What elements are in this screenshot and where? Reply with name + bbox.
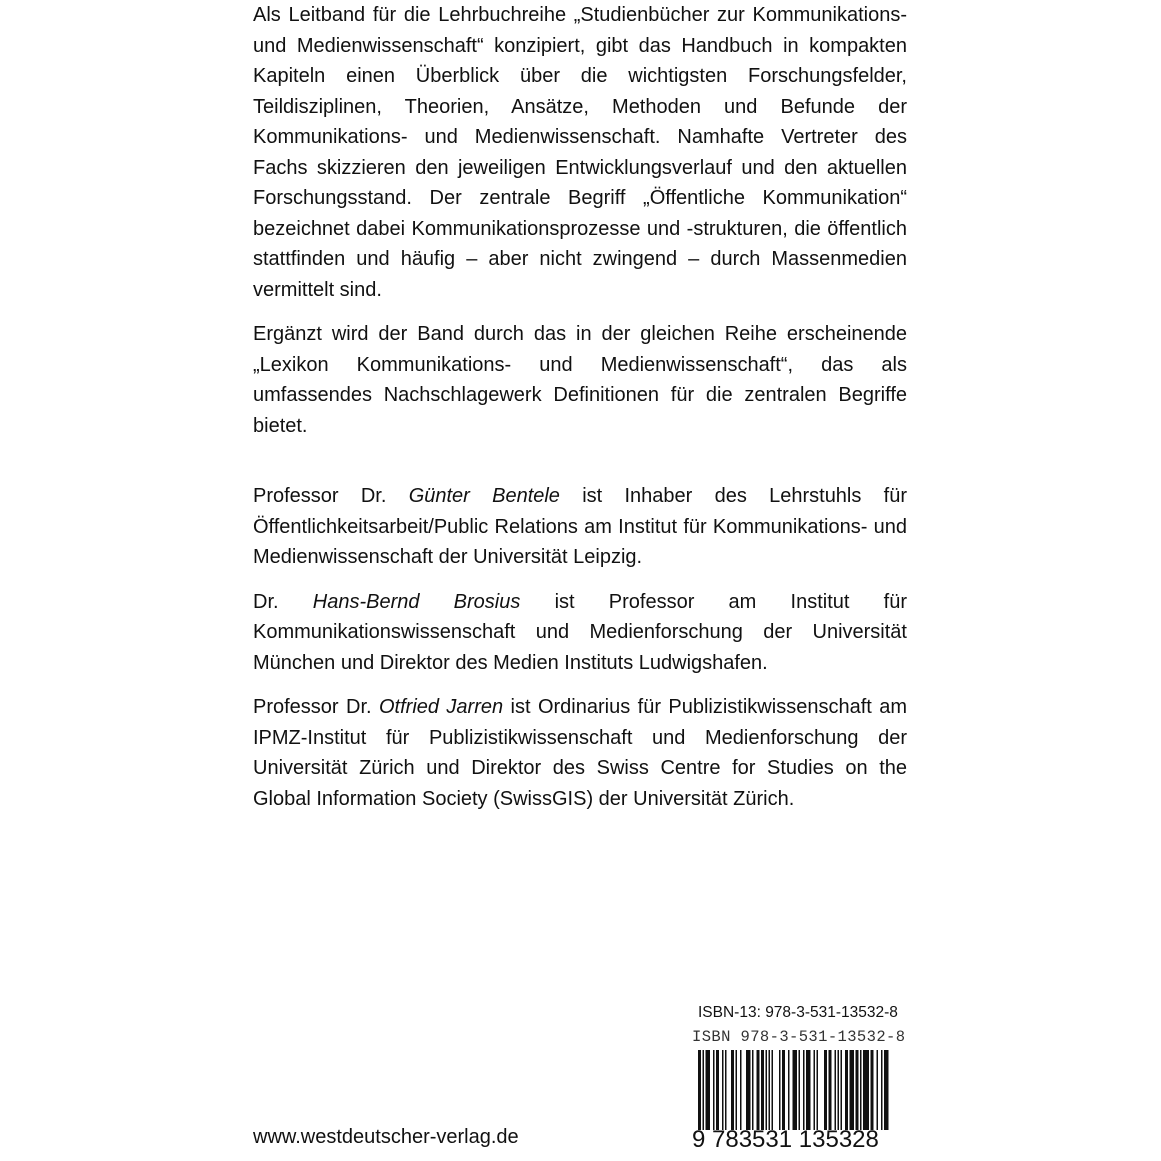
barcode-bar xyxy=(779,1050,781,1130)
author-bio-text: ist Inhaber des Lehrstuhls für Öffentlichkeitsarbeit/Public Relations am Institut für Kommunikations- und Medienwissenschaft der Universität Leipzig. xyxy=(253,485,907,568)
barcode-bar xyxy=(863,1050,869,1130)
blurb-paragraph-2: Ergänzt wird der Band durch das in der gleichen Reihe erscheinende „Lexikon Kommunikations- und Medienwissenschaft“, das als umfassendes Nachschlagewerk Definitionen für die zentralen Begriffe bietet. xyxy=(253,323,907,437)
barcode-bar xyxy=(706,1050,711,1130)
barcode-bar xyxy=(860,1050,862,1130)
barcode-bar xyxy=(884,1050,889,1130)
barcode-bar xyxy=(871,1050,874,1130)
barcode-bar xyxy=(788,1050,790,1130)
barcode-bar xyxy=(752,1050,754,1130)
barcode-bar xyxy=(736,1050,738,1130)
barcode-bar xyxy=(725,1050,727,1130)
author-name: Günter Bentele xyxy=(408,485,560,507)
barcode-bar xyxy=(817,1050,819,1130)
barcode-bar xyxy=(769,1050,771,1130)
barcode-bar xyxy=(799,1050,801,1130)
barcode-bar xyxy=(881,1050,883,1130)
barcode-bar xyxy=(716,1050,719,1130)
barcode-bar xyxy=(877,1050,879,1130)
barcode-bar xyxy=(803,1050,805,1130)
barcode-bar xyxy=(814,1050,816,1130)
author-bio-text: ist Professor am Institut für Kommunikationswissenschaft und Medienforschung der Universität München und Direktor des Medien Instituts Ludwigshafen. xyxy=(253,590,907,674)
barcode-bar xyxy=(757,1050,760,1130)
blurb-paragraph-1: Als Leitband für die Lehrbuchreihe „Studienbücher zur Kommunikations- und Medienwissenschaft“ konzipiert, gibt das Handbuch in kompakten Kapiteln einen Überblick über die wichtigsten Forschungsfelder, Teildisziplinen, Theorien, Ansätze, Methoden und Befunde der Kommunikations- und Medienwissenschaft. Namhafte Vertreter des Fachs skizzieren den jeweiligen Entwicklungsverlauf und den aktuellen Forschungsstand. Der zentrale Begriff „Öffentliche Kommunikation“ bezeichnet dabei Kommunikationsprozesse und -strukturen, die öffentlich stattfinden und häufig – aber nicht zwingend – durch Massenmedien vermittelt sind. xyxy=(253,4,907,301)
isbn-ocr-text: ISBN 978-3-531-13532-8 xyxy=(692,1028,906,1046)
barcode-bar xyxy=(713,1050,715,1130)
author-prefix: Professor Dr. xyxy=(253,485,409,507)
barcode-bar xyxy=(835,1050,837,1130)
barcode-bar xyxy=(850,1050,855,1130)
author-prefix: Dr. xyxy=(253,590,313,613)
blurb-text-block xyxy=(253,0,907,814)
author-name: Otfried Jarren xyxy=(378,696,504,718)
barcode-bar xyxy=(772,1050,774,1130)
publisher-website: www.westdeutscher-verlag.de xyxy=(253,1126,519,1148)
barcode-bar xyxy=(824,1050,827,1130)
isbn-label: ISBN-13: 978-3-531-13532-8 xyxy=(698,1004,898,1021)
barcode-bar xyxy=(841,1050,843,1130)
author-bio-brosius xyxy=(253,587,907,679)
author-prefix: Professor Dr. xyxy=(253,696,379,718)
barcode-bar xyxy=(766,1050,768,1130)
barcode-bar xyxy=(722,1050,724,1130)
barcode-bar xyxy=(856,1050,859,1130)
barcode-bar xyxy=(782,1050,785,1130)
author-bio-text: ist Ordinarius für Publizistikwissenschaft am IPMZ-Institut für Publizistikwissenschaft und Medienforschung der Universität Zürich und Direktor des Swiss Centre for Studies on the Global Information Society (SwissGIS) der Universität Zürich. xyxy=(253,696,908,810)
barcode-bar xyxy=(740,1050,742,1130)
barcode-bar xyxy=(731,1050,734,1130)
author-name: Hans-Bernd Brosius xyxy=(312,590,521,613)
barcode-bar xyxy=(806,1050,811,1130)
barcode-bar xyxy=(698,1050,701,1130)
barcode-image xyxy=(692,1050,892,1130)
author-bio-jarren xyxy=(253,692,907,814)
barcode-bar xyxy=(746,1050,751,1130)
barcode-bar xyxy=(761,1050,764,1130)
barcode-digits: 9 783531 135328 xyxy=(692,1126,879,1153)
author-bio-bentele xyxy=(253,481,907,573)
barcode-bar xyxy=(703,1050,705,1130)
barcode-bar xyxy=(845,1050,848,1130)
isbn-barcode-block xyxy=(692,1004,914,1154)
barcode-bar xyxy=(793,1050,798,1130)
barcode-bar xyxy=(829,1050,832,1130)
barcode-bar xyxy=(838,1050,840,1130)
